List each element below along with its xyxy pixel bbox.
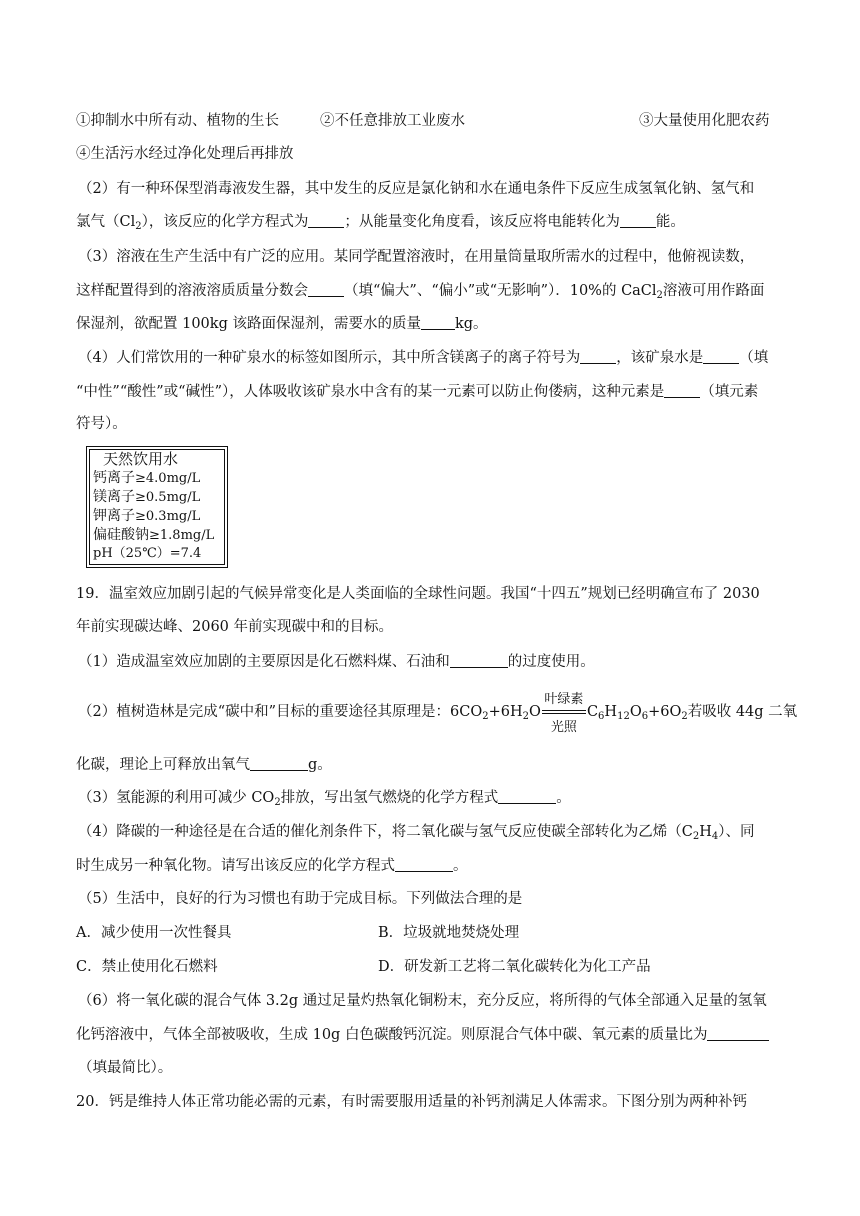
q19-part5: （5）生活中，良好的行为习惯也有助于完成目标。下列做法合理的是 [78, 891, 523, 907]
answer-blank[interactable] [498, 789, 556, 804]
q19-part6-line1: （6）将一氧化碳的混合气体 3.2g 通过足量灼热氧化铜粉末，充分反应，将所得的气体全部通入足量的氢氧 [78, 993, 767, 1009]
q19-part4-line1: （4）降碳的一种途径是在合适的催化剂条件下，将二氧化碳与氢气反应使碳全部转化为乙烯$(C_2H_4)$、同 [78, 824, 755, 842]
answer-blank[interactable] [421, 315, 455, 330]
q18-part3-line2: 这样配置得到的溶液溶质质量分数会 （填“偏大”、“偏小”或“无影响”）．10%的 CaCl$_2$溶液可用作路面 [76, 283, 765, 301]
choice-d[interactable]: D．研发新工艺将二氧化碳转化为化工产品 [378, 959, 651, 975]
option-3: ③大量使用化肥农药 [639, 113, 770, 129]
q19-stem-line2: 年前实现碳达峰、2060 年前实现碳中和的目标。 [76, 619, 394, 635]
q18-part2-line1: （2）有一种环保型消毒液发生器，其中发生的反应是氯化钠和水在通电条件下反应生成氢氧化钠、氢气和 [78, 181, 755, 197]
q18-part3-line3: 保湿剂，欲配置 100kg 该路面保湿剂，需要水的质量 kg。 [76, 316, 488, 332]
answer-blank[interactable] [250, 756, 308, 771]
answer-blank[interactable] [308, 282, 344, 297]
q19-part1: （1）造成温室效应加剧的主要原因是化石燃料煤、石油和 的过度使用。 [78, 654, 595, 670]
label-row-ph: pH（25℃）=7.4 [93, 546, 202, 561]
q20-stem-line1: 20．钙是维持人体正常功能必需的元素，有时需要服用适量的补钙剂满足人体需求。下图分别为两种补钙 [76, 1094, 747, 1110]
answer-blank[interactable] [703, 349, 739, 364]
option-1: ①抑制水中所有动、植物的生长 [76, 113, 279, 129]
q18-part4-line3: 符号）。 [76, 416, 127, 432]
q19-stem-line1: 19．温室效应加剧引起的气候异常变化是人类面临的全球性问题。我国“十四五”规划已经明确宣布了 2030 [76, 586, 760, 602]
answer-blank[interactable] [395, 857, 453, 872]
q19-part4-line2: 时生成另一种氧化物。请写出该反应的化学方程式 。 [76, 858, 468, 874]
mineral-water-label [86, 446, 228, 568]
q18-part4-line1: （4）人们常饮用的一种矿泉水的标签如图所示，其中所含镁离子的离子符号为 ，该矿泉水是 （填 [78, 350, 769, 366]
option-row [76, 111, 279, 131]
option-4: ④生活污水经过净化处理后再排放 [76, 146, 294, 162]
reaction-condition-arrow: 叶绿素 光照 [542, 702, 586, 722]
answer-blank[interactable] [707, 1026, 769, 1041]
answer-blank[interactable] [308, 213, 344, 228]
answer-blank[interactable] [450, 653, 508, 668]
answer-blank[interactable] [620, 213, 656, 228]
q19-part6-line3: （填最简比）。 [78, 1060, 173, 1076]
q19-part2-line1: （2）植树造林是完成“碳中和”目标的重要途径其原理是：$6CO_2+6H_2O$ 叶绿素 光照 $C_6H_{12}O_6+6O_2$若吸收 44g 二氧 [78, 692, 798, 735]
answer-blank[interactable] [580, 349, 616, 364]
q19-part6-line2: 化钙溶液中，气体全部被吸收，生成 10g 白色碳酸钙沉淀。则原混合气体中碳、氧元素的质量比为 [76, 1025, 769, 1045]
label-row-calcium: 钙离子≥4.0mg/L [93, 470, 201, 486]
q18-part2-line2: 氯气$(Cl_2)$，该反应的化学方程式为 ；从能量变化角度看，该反应将电能转化为 能。 [76, 214, 685, 232]
label-row-silicate: 偏硅酸钠≥1.8mg/L [93, 527, 215, 543]
q18-part3-line1: （3）溶液在生产生活中有广泛的应用。某同学配置溶液时，在用量筒量取所需水的过程中，他俯视读数， [78, 249, 755, 265]
q19-part3: （3）氢能源的利用可减少 $CO_2$排放，写出氢气燃烧的化学方程式 。 [78, 790, 571, 808]
label-title: 天然饮用水 [103, 450, 179, 468]
answer-blank[interactable] [664, 383, 700, 398]
choice-b[interactable]: B．垃圾就地焚烧处理 [378, 925, 520, 941]
option-2: ②不任意排放工业废水 [320, 113, 465, 129]
q18-part4-line2: “中性”“酸性”或“碱性”），人体吸收该矿泉水中含有的某一元素可以防止佝偻病，这种元素是 （填元素 [76, 384, 759, 400]
label-row-potassium: 钾离子≥0.3mg/L [93, 508, 201, 524]
label-row-magnesium: 镁离子≥0.5mg/L [93, 489, 201, 505]
q19-part2-line2: 化碳，理论上可释放出氧气 g。 [76, 757, 332, 773]
choice-c[interactable]: C．禁止使用化石燃料 [76, 959, 218, 975]
choice-a[interactable]: A．减少使用一次性餐具 [76, 925, 232, 941]
